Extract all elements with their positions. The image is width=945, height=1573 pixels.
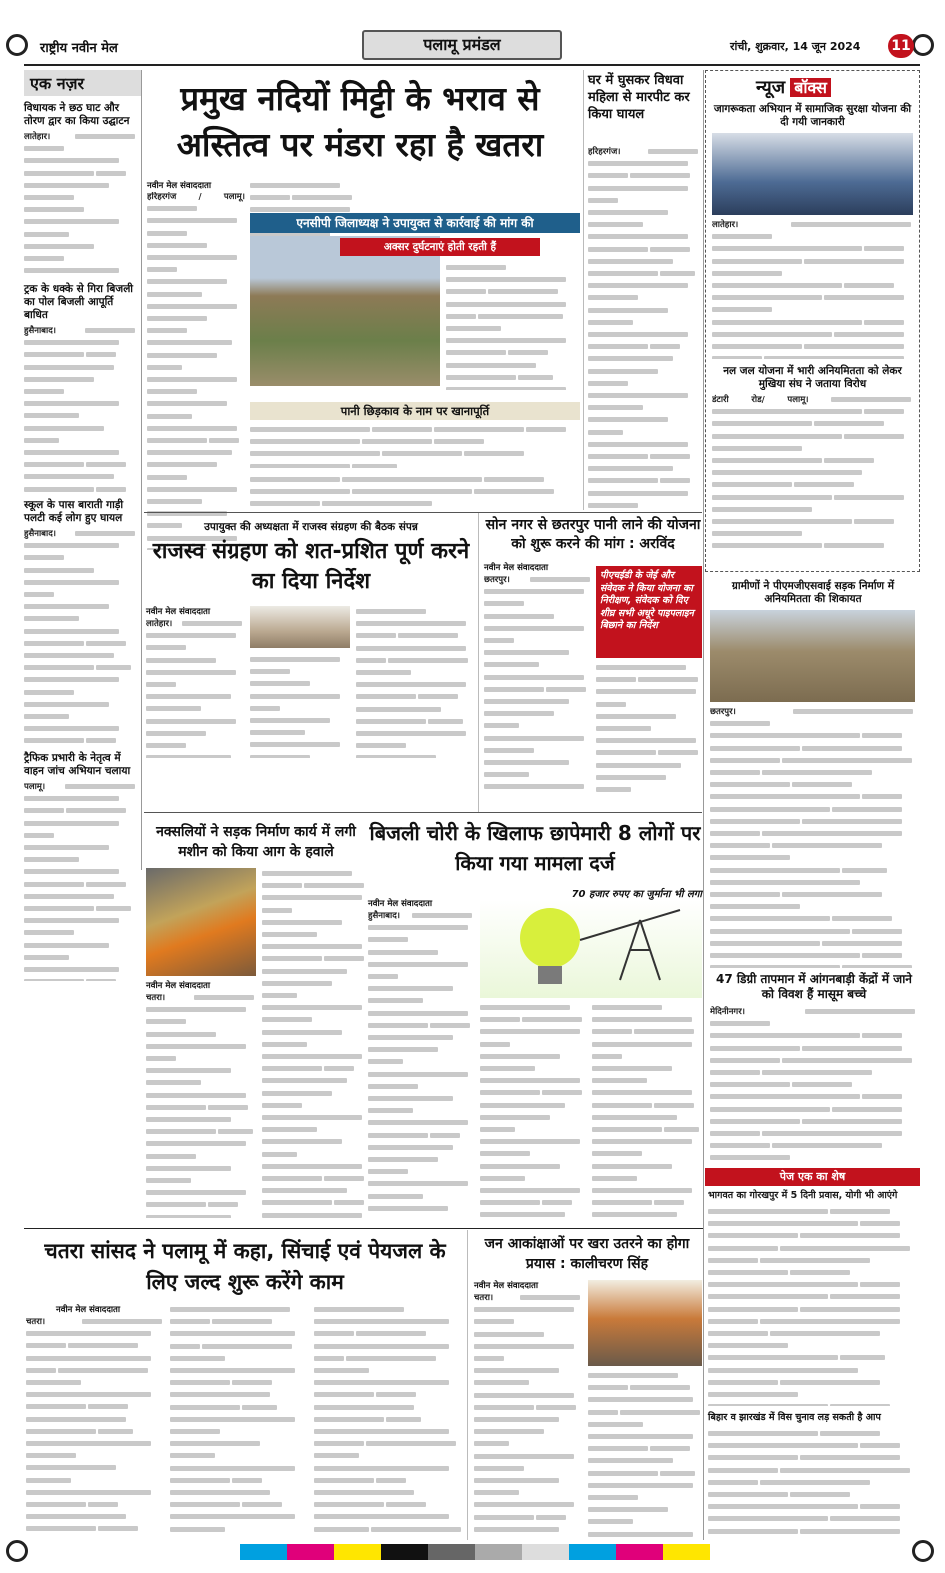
sonnagar-callout-text: पीएचईडी के जेई और संवेदक ने किया योजना का निरीक्षण, संवेदक को दिए शीघ्र सभी अधूरे पाइपलाइन बिछाने का निर्देश: [600, 570, 694, 631]
chatra-mp-headline: चतरा सांसद ने पलामू में कहा, सिंचाई एवं पेयजल के लिए जल्द शुरू करेंगे काम: [44, 1239, 446, 1294]
ncp-sidebar-body-2: [250, 424, 580, 468]
news-box-story2-body: डंटारी रोड/ पलामू।: [712, 394, 913, 554]
naxal-byline: नवीन मेल संवाददाता: [146, 981, 211, 991]
news-box-story3-body: छतरपुर।: [710, 706, 915, 968]
page-ka-shesh-label: पेज एक का शेष: [779, 1170, 846, 1183]
lead-headline: प्रमुख नदियों मिट्टी के भराव से अस्तित्व पर मंडरा रहा है खतरा: [176, 79, 544, 164]
page-ka-shesh-bar: [705, 1168, 920, 1186]
swatch: [569, 1544, 616, 1560]
chatra-mp-body-3: [314, 1304, 464, 1538]
swatch: [428, 1544, 475, 1560]
ek-nazar-body: पलामू।: [24, 781, 141, 981]
news-box-story1-title: जागरूकता अभियान में सामाजिक सुरक्षा योजना की दी गयी जानकारी: [713, 103, 912, 128]
swatch: [334, 1544, 381, 1560]
swatch: [522, 1544, 569, 1560]
lead-photo-hill: [250, 236, 440, 386]
electricity-headline: बिजली चोरी के खिलाफ छापेमारी 8 लोगों पर किया गया मामला दर्ज: [369, 821, 701, 875]
chatra-mp-body-1: चतरा।: [26, 1316, 164, 1538]
ncp-sidebar-body: [446, 262, 578, 390]
ek-nazar-column: [24, 70, 142, 870]
road-construction-photo: [710, 610, 915, 702]
news-box-label-b: बॉक्स: [790, 78, 831, 97]
revenue-body-2: [250, 654, 350, 758]
kalicharan-byline: नवीन मेल संवाददाता: [474, 1281, 539, 1291]
lead-body-left: हरिहरगंज / पलामू।: [147, 192, 245, 550]
naxal-fire-photo: [146, 868, 256, 976]
swatch: [381, 1544, 428, 1560]
kalicharan-photo: [588, 1280, 702, 1366]
kalicharan-body-2: [588, 1370, 702, 1538]
section-title: पलामू प्रमंडल: [423, 35, 501, 54]
photo-caption: अक्सर दुर्घटनाएं होती रहती हैं: [383, 241, 497, 253]
ek-nazar-title: स्कूल के पास बाराती गाड़ी पलटी कई लोग हुए घायल: [24, 499, 124, 524]
sonnagar-body-1: छतरपुर।: [484, 574, 592, 792]
anganwadi-body: मेदिनीनगर।: [710, 1006, 917, 1168]
naxal-body-2: [262, 868, 366, 1218]
chatra-mp-byline: नवीन मेल संवाददाता: [56, 1305, 121, 1315]
paper-name: राष्ट्रीय नवीन मेल: [40, 41, 118, 56]
column-rule: [467, 1230, 468, 1540]
swatch: [663, 1544, 710, 1560]
masthead-rule: [24, 64, 920, 66]
registration-mark-left: [6, 34, 28, 56]
sonnagar-callout: [596, 566, 702, 658]
revenue-body-1: लातेहार।: [146, 618, 244, 758]
swatch: [475, 1544, 522, 1560]
widow-headline: घर में घुसकर विधवा महिला से मारपीट कर किया घायल: [588, 73, 690, 122]
ek-nazar-body: लातेहार।: [24, 131, 141, 279]
lightbulb-icon: [480, 900, 702, 998]
column-rule: [583, 70, 584, 510]
revenue-headline: राजस्व संग्रहण को शत-प्रशित पूर्ण करने का दिया निर्देश: [152, 539, 470, 594]
shesh-story1-body: [708, 1206, 920, 1406]
swatch: [287, 1544, 334, 1560]
color-registration-strip: [240, 1544, 710, 1560]
lead-byline: नवीन मेल संवाददाता: [147, 181, 212, 191]
section-rule: [24, 1228, 704, 1229]
news-box-story3-title: ग्रामीणों ने पीएमजीएसवाई सड़क निर्माण में अनियमितता की शिकायत: [731, 580, 895, 605]
naxal-headline: नक्सलियों ने सड़क निर्माण कार्य में लगी मशीन को किया आग के हवाले: [156, 824, 356, 860]
column-rule: [478, 512, 479, 812]
shesh-story1-title: भागवत का गोरखपुर में 5 दिनी प्रवास, योगी भी आएंगे: [708, 1190, 898, 1201]
sonnagar-body-2: [596, 662, 702, 792]
ek-nazar-title: ट्रैफिक प्रभारी के नेतृत्व में वाहन जांच अभियान चलाया: [24, 752, 131, 777]
electricity-body-3: [592, 1002, 702, 1218]
sonnagar-byline: नवीन मेल संवाददाता: [484, 563, 549, 573]
ek-nazar-body: हुसैनाबाद।: [24, 528, 141, 748]
news-box-story1-body: लातेहार।: [712, 219, 913, 359]
swatch: [240, 1544, 287, 1560]
registration-mark-right: [912, 34, 934, 56]
sub-caption: पानी छिड़काव के नाम पर खानापूर्ति: [340, 404, 490, 418]
revenue-byline: नवीन मेल संवाददाता: [146, 607, 211, 617]
electricity-byline: नवीन मेल संवाददाता: [368, 899, 433, 909]
swatch: [616, 1544, 663, 1560]
dateline-top: रांची, शुक्रवार, 14 जून 2024: [730, 40, 861, 53]
shesh-story2-body: [708, 1428, 920, 1540]
electricity-body-1: हुसैनाबाद।: [368, 910, 474, 1218]
registration-mark-bottom-right: [912, 1540, 934, 1562]
chatra-mp-body-2: [170, 1304, 308, 1538]
news-box-header: न्यूज बॉक्स: [706, 71, 919, 99]
electricity-deck: 70 हजार रुपए का जुर्माना भी लगा: [571, 889, 702, 900]
kalicharan-headline: जन आकांक्षाओं पर खरा उतरने का होगा प्रयास : कालीचरण सिंह: [484, 1236, 690, 1272]
page-number-badge: [888, 34, 914, 58]
anganwadi-headline: 47 डिग्री तापमान में आंगनबाड़ी केंद्रों में जाने को विवश हैं मासूम बच्चे: [716, 972, 912, 1001]
column-rule: [703, 70, 704, 1540]
kalicharan-body-1: चतरा।: [474, 1292, 582, 1538]
electricity-body-2: [480, 1002, 586, 1218]
naxal-body-1: चतरा।: [146, 992, 256, 1218]
revenue-kicker: उपायुक्त की अध्यक्षता में राजस्व संग्रहण की बैठक संपन्न: [204, 521, 418, 533]
news-box: [705, 70, 920, 572]
ek-nazar-title: विधायक ने छठ घाट और तोरण द्वार का किया उद्घाटन: [24, 102, 130, 127]
section-banner: [362, 30, 562, 60]
sonnagar-headline: सोन नगर से छतरपुर पानी लाने की योजना को शुरू करने की मांग : अरविंद: [485, 517, 701, 552]
ek-nazar-label: एक नज़र: [24, 70, 141, 96]
bulb-illustration: [480, 900, 702, 998]
photo-caption-red: [340, 238, 540, 256]
registration-mark-bottom-left: [6, 1540, 28, 1562]
revenue-body-3: [356, 606, 476, 758]
sub-caption-band: [250, 402, 580, 420]
ek-nazar-title: ट्रक के धक्के से गिरा बिजली का पोल बिजली आपूर्ति बाधित: [24, 283, 134, 321]
shesh-story2-title: बिहार व झारखंड में विस चुनाव लड़ सकती है आप: [708, 1412, 881, 1423]
revenue-meeting-photo: [250, 606, 350, 648]
news-box-photo-group: [712, 133, 913, 215]
widow-body: हरिहरगंज।: [588, 146, 700, 508]
page-number: 11: [891, 38, 911, 54]
ncp-sidebar-title-bar: [250, 213, 580, 233]
news-box-story2-title: नल जल योजना में भारी अनियमितता को लेकर मुखिया संघ ने जताया विरोध: [723, 365, 902, 390]
lead-body-3: [250, 474, 580, 514]
ek-nazar-body: हुसैनाबाद।: [24, 325, 141, 495]
section-rule: [144, 812, 702, 813]
section-rule: [144, 512, 702, 513]
ncp-sidebar-title: एनसीपी जिलाध्यक्ष ने उपायुक्त से कार्रवाई की मांग की: [296, 216, 534, 230]
